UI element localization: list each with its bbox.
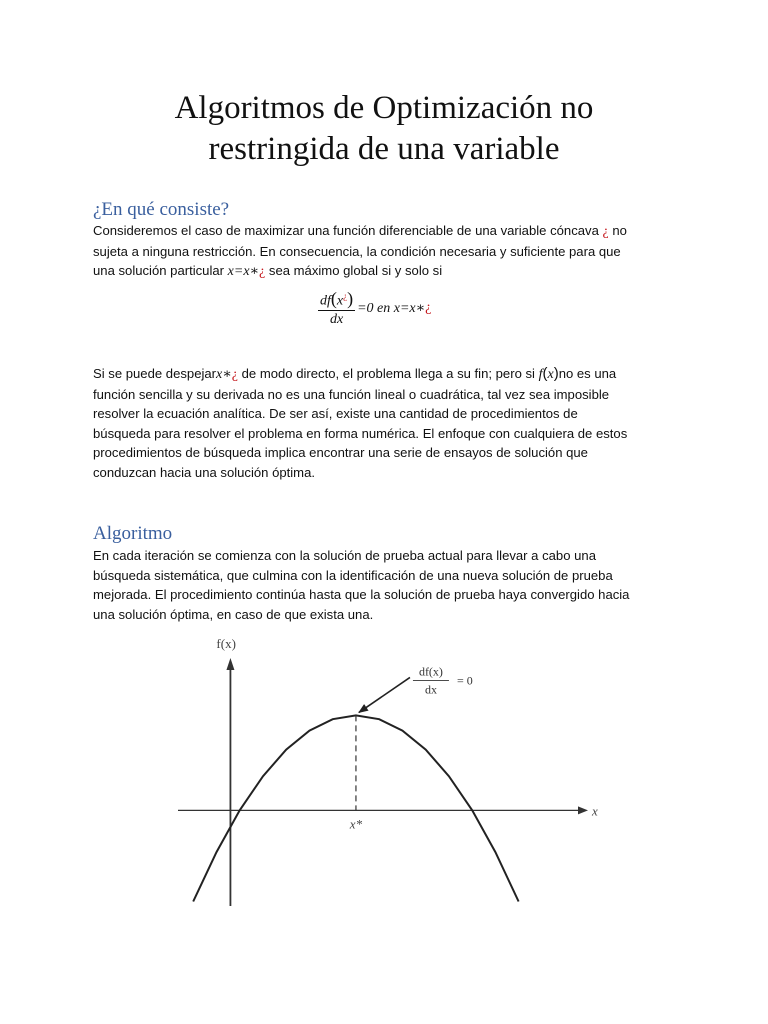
y-axis-arrowhead — [226, 658, 234, 670]
body-line-4: búsqueda para resolver el problema en forma numérica. El enfoque con cualquiera de estos — [93, 425, 628, 441]
algorithm-paragraph — [93, 546, 683, 624]
algorithm-line-3: mejorada. El procedimiento continúa hasta que la solución de prueba haya convergido hacia — [93, 587, 630, 603]
optimality-formula — [318, 288, 431, 328]
page-title — [100, 88, 668, 170]
fraction-denominator: dx — [329, 312, 344, 328]
intro-paragraph — [93, 221, 683, 282]
glyph-mark: ¿ — [425, 300, 432, 315]
x-axis-label: x — [592, 803, 598, 819]
algorithm-line-1: En cada iteración se comienza con la solución de prueba actual para llevar a cabo una — [93, 548, 596, 563]
title-line-2: restringida de una variable — [208, 131, 560, 167]
formula-rhs: =0 en x=x∗ — [357, 300, 426, 316]
body-line-6: conduzcan hacia una solución óptima. — [93, 464, 316, 480]
derivative-fraction — [318, 287, 355, 330]
x-axis-arrowhead — [578, 806, 588, 814]
algorithm-line-4: una solución óptima, en caso de que exista una. — [93, 606, 374, 622]
glyph-mark: ¿ — [259, 264, 266, 280]
annotation-equals-zero: = 0 — [456, 673, 473, 688]
intro-line-2: sujeta a ninguna restricción. En consecuencia, la condición necesaria y suficiente para que — [93, 243, 621, 259]
equation-inline: x=x∗ — [227, 264, 260, 280]
annotation-denominator: dx — [424, 682, 437, 697]
algorithm-line-2: búsqueda sistemática, que culmina con la identificación de una nueva solución de prueba — [93, 567, 613, 583]
body-line-1: Si se puede despejarx∗¿ de modo directo, el problema llega a su fin; pero si f(x)no es una — [93, 365, 617, 382]
body-line-5: procedimientos de búsqueda implica encontrar una serie de ensayos de solución que — [93, 445, 588, 461]
y-axis-label: f(x) — [216, 636, 236, 651]
body-line-2: función sencilla y su derivada no es una función lineal o cuadrática, tal vez sea imposible — [93, 386, 610, 402]
fraction-numerator: df(x¿) — [320, 288, 354, 309]
body-paragraph — [93, 364, 683, 483]
section-heading-consiste: ¿En qué consiste? — [93, 199, 230, 220]
optimum-label: x* — [349, 816, 363, 832]
body-line-3: resolver la ecuación analítica. De ser así, existe una cantidad de procedimientos de — [93, 406, 578, 422]
annotation-numerator: df(x) — [418, 664, 443, 679]
section-heading-algoritmo: Algoritmo — [93, 523, 173, 544]
intro-line-3: una solución particular x=x∗¿ sea máximo global si y solo si — [93, 263, 443, 280]
glyph-mark: ¿ — [602, 224, 609, 239]
annotation-arrow — [359, 677, 410, 712]
intro-line-1: Consideremos el caso de maximizar una función diferenciable de una variable cóncava ¿ no — [93, 223, 627, 239]
concave-function-graph — [170, 630, 600, 910]
title-line-1: Algoritmos de Optimización no — [174, 90, 594, 126]
